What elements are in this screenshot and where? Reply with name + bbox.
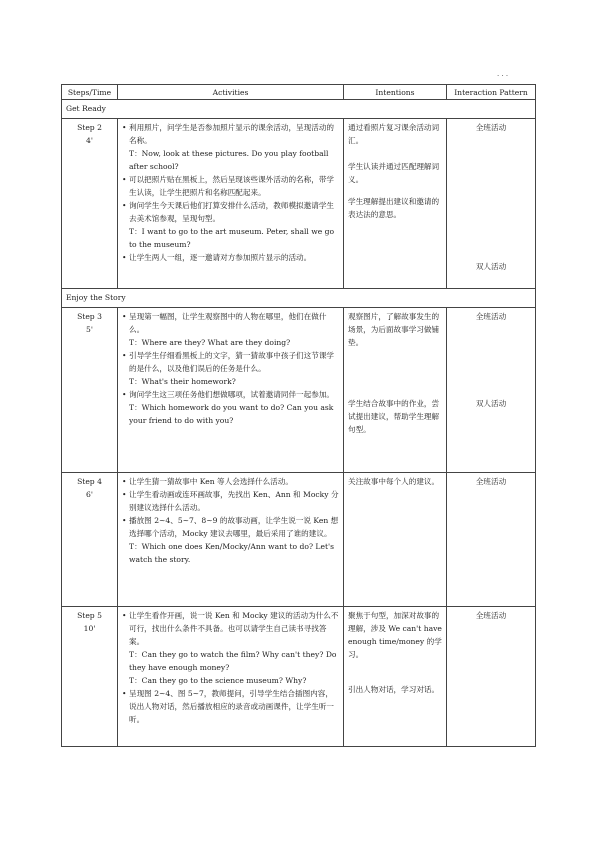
section-title-get-ready: Get Ready bbox=[62, 100, 536, 119]
intention-text: 关注故事中每个人的建议。 bbox=[348, 477, 440, 486]
step-time: 10' bbox=[83, 624, 96, 633]
table-row bbox=[62, 119, 536, 289]
pattern-cell bbox=[447, 119, 536, 289]
step-label: Step 3 bbox=[77, 312, 102, 321]
activities-cell bbox=[118, 607, 344, 747]
activity-dialog: T：Where are they? What are they doing? bbox=[129, 338, 291, 347]
list-item bbox=[122, 173, 339, 199]
step-cell bbox=[62, 473, 118, 607]
activities-cell bbox=[118, 308, 344, 473]
table-row bbox=[62, 308, 536, 473]
header-intentions: Intentions bbox=[344, 85, 447, 100]
list-item bbox=[122, 475, 339, 488]
activities-cell bbox=[118, 119, 344, 289]
activity-text: 引导学生仔细看黑板上的文字，猜一猜故事中孩子们这节课学的是什么，以及他们误后的任务是什么。 bbox=[129, 351, 335, 373]
header-activities: Activities bbox=[118, 85, 344, 100]
pattern-text: 双人活动 bbox=[475, 399, 507, 408]
activity-text: 呈现第一幅图，让学生观察图中的人物在哪里，他们在做什么。 bbox=[129, 312, 327, 334]
intention-text: 通过看照片复习课余活动词汇。 bbox=[348, 123, 440, 145]
section-row bbox=[62, 289, 536, 308]
section-title-enjoy-the-story: Enjoy the Story bbox=[62, 289, 536, 308]
activity-text: 让学生看作开画，说一说 Ken 和 Mocky 建议的活动为什么不可行，找出什么条件不具备。也可以请学生自己读书寻找答案。 bbox=[129, 611, 339, 646]
pattern-text: 全班活动 bbox=[475, 477, 507, 486]
activity-text: 让学生猜一猜故事中 Ken 等人会选择什么活动。 bbox=[129, 477, 293, 486]
list-item bbox=[122, 687, 339, 726]
step-time: 5' bbox=[86, 325, 93, 334]
step-time: 6' bbox=[86, 490, 93, 499]
activity-dialog: T：I want to go to the art museum. Peter, shall we go to the museum? bbox=[129, 227, 335, 249]
activity-text: 询问学生这三项任务他们想做哪项，试着邀请同伴一起参加。 bbox=[129, 390, 335, 399]
lesson-plan-table bbox=[61, 84, 536, 747]
step-label: Step 2 bbox=[77, 123, 102, 132]
activity-dialog: T：Can they go to watch the film? Why can't they? Do they have enough money? bbox=[129, 650, 337, 672]
pattern-text: 全班活动 bbox=[475, 123, 507, 132]
intentions-cell bbox=[344, 308, 447, 473]
activity-text: 利用照片，问学生是否参加照片显示的课余活动，呈现活动的名称。 bbox=[129, 123, 335, 145]
pattern-cell bbox=[447, 607, 536, 747]
list-item bbox=[122, 514, 339, 566]
pattern-text: 双人活动 bbox=[475, 262, 507, 271]
intention-text: 学生结合故事中的作业，尝试提出建议，帮助学生理解句型。 bbox=[348, 399, 440, 434]
list-item bbox=[122, 388, 339, 427]
pattern-cell bbox=[447, 308, 536, 473]
header-steps-time: Steps/Time bbox=[62, 85, 118, 100]
list-item bbox=[122, 488, 339, 514]
table-header-row bbox=[62, 85, 536, 100]
pattern-text: 全班活动 bbox=[475, 611, 507, 620]
step-cell bbox=[62, 119, 118, 289]
intention-text: 学生理解提出建议和邀请的表达法的意思。 bbox=[348, 197, 440, 219]
activity-text: 让学生两人一组，逐一邀请对方参加照片显示的活动。 bbox=[129, 253, 312, 262]
list-item bbox=[122, 609, 339, 687]
pattern-text: 全班活动 bbox=[475, 312, 507, 321]
step-time: 4' bbox=[86, 136, 93, 145]
page-mark: · · · bbox=[497, 72, 509, 80]
step-cell bbox=[62, 607, 118, 747]
table-row bbox=[62, 473, 536, 607]
activity-text: 询问学生今天课后他们打算安排什么活动，教师模拟邀请学生去美术馆参观，呈现句型。 bbox=[129, 201, 335, 223]
section-row bbox=[62, 100, 536, 119]
activity-dialog: T：Can they go to the science museum? Why? bbox=[129, 676, 307, 685]
activity-dialog: T：Which homework do you want to do? Can you ask your friend to do with you? bbox=[129, 403, 334, 425]
intention-text: 学生认读并通过匹配理解词义。 bbox=[348, 162, 440, 184]
intention-text: 聚焦于句型，加深对故事的理解，涉及 We can't have enough time/money 的学习。 bbox=[348, 611, 442, 659]
list-item bbox=[122, 310, 339, 349]
activity-text: 可以把照片贴在黑板上，然后呈现该些课外活动的名称，带学生认读，让学生把照片和名称匹配起来。 bbox=[129, 175, 335, 197]
step-cell bbox=[62, 308, 118, 473]
activity-dialog: T：What's their homework? bbox=[129, 377, 236, 386]
activity-text: 让学生看动画或连环画故事，先找出 Ken、Ann 和 Mocky 分别建议选择什么活动。 bbox=[129, 490, 339, 512]
step-label: Step 5 bbox=[77, 611, 102, 620]
step-label: Step 4 bbox=[77, 477, 102, 486]
intention-text: 引出人物对话，学习对话。 bbox=[348, 685, 440, 694]
intentions-cell bbox=[344, 607, 447, 747]
intentions-cell bbox=[344, 119, 447, 289]
header-interaction-pattern: Interaction Pattern bbox=[447, 85, 536, 100]
activities-cell bbox=[118, 473, 344, 607]
activity-dialog: T：Now, look at these pictures. Do you play football after school? bbox=[129, 149, 329, 171]
activity-text: 呈现图 2~4、图 5~7，教师提问，引导学生结合插图内容，说出人物对话，然后播放相应的录音或动画课件，让学生听一听。 bbox=[129, 689, 335, 724]
list-item bbox=[122, 199, 339, 251]
intentions-cell bbox=[344, 473, 447, 607]
table-row bbox=[62, 607, 536, 747]
activity-dialog: T：Which one does Ken/Mocky/Ann want to do? Let's watch the story. bbox=[129, 542, 335, 564]
intention-text: 观察图片，了解故事发生的场景，为后面故事学习做铺垫。 bbox=[348, 312, 440, 347]
list-item bbox=[122, 251, 339, 264]
list-item bbox=[122, 349, 339, 388]
list-item bbox=[122, 121, 339, 173]
pattern-cell bbox=[447, 473, 536, 607]
activity-text: 播放图 2~4、5~7、8~9 的故事动画，让学生说一说 Ken 想选择哪个活动，Mocky 建议去哪里，最后采用了谁的建议。 bbox=[129, 516, 339, 538]
